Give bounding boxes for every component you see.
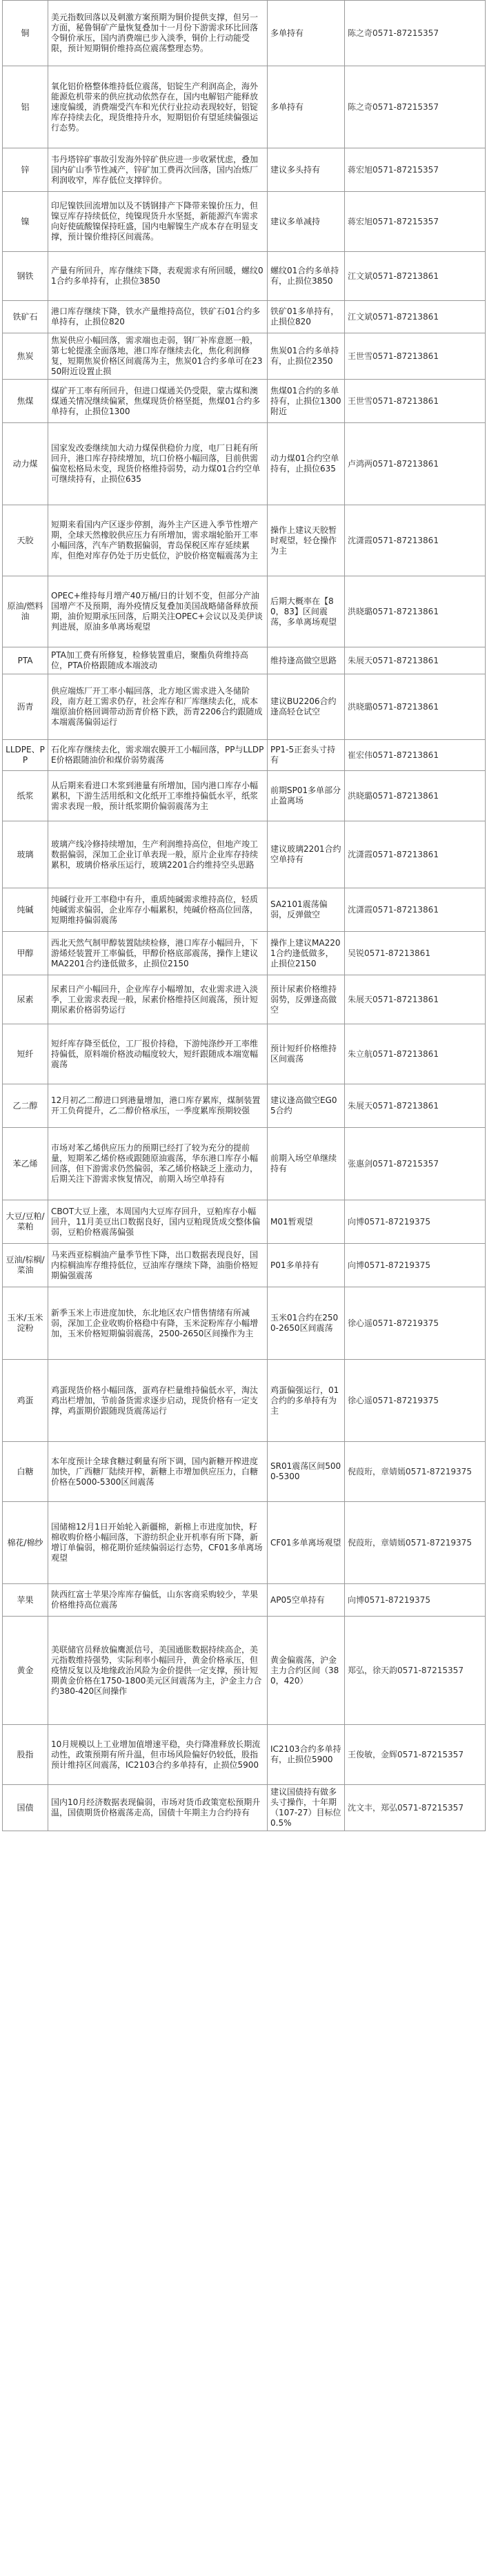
analyst-contact: 陈之奇0571-87215357 (345, 1, 486, 66)
trade-strategy: CF01多单离场观望 (268, 1502, 345, 1584)
trade-strategy: IC2103合约多单持有，止损位5900 (268, 1725, 345, 1785)
commodity-name: 焦煤 (3, 380, 48, 423)
trade-strategy: 操作上建议天胶暂时观望，轻仓操作为主 (268, 505, 345, 576)
commodity-name: 天胶 (3, 505, 48, 576)
commodity-name: 原油/燃料油 (3, 576, 48, 647)
market-commentary: 国内10月经济数据表现偏弱，市场对货币政策宽松预期升温，国债期货价格震荡走高，国债十年期主力合约持有 (48, 1785, 268, 1831)
market-commentary: 美联储官员释放偏鹰派信号，美国通胀数据持续高企，美元指数维持强势，实际利率小幅回升，黄金价格承压，但疫情反复以及地缘政治风险为金价提供一定支撑，预计短期黄金价格在1750-1800美元区间震荡为主，沪金主力合约380-420区间操作 (48, 1617, 268, 1725)
trade-strategy: 玉米01合约在2500-2650区间震荡 (268, 1287, 345, 1360)
commodity-name: 苯乙烯 (3, 1128, 48, 1200)
trade-strategy: 前期入场空单继续持有 (268, 1128, 345, 1200)
table-row-glass (3, 821, 486, 888)
table-row-meoh (3, 932, 486, 975)
analyst-contact: 王世雪0571-87213861 (345, 380, 486, 423)
analyst-contact: 沈文丰，郑弘0571-87215357 (345, 1785, 486, 1831)
analyst-contact: 倪葭珩，章婧嫣0571-87219375 (345, 1442, 486, 1502)
table-row-sf (3, 1024, 486, 1084)
analyst-contact: 洪晓璐0571-87213861 (345, 771, 486, 821)
market-commentary: 产量有所回升，库存继续下降，表观需求有所回暖，螺纹01合约多单持有，止损位3850 (48, 252, 268, 301)
market-commentary: 韦丹塔锌矿事故引发海外锌矿供应进一步收紧忧虑，叠加国内矿山季节性减产，锌矿加工费再次回落，国内冶炼厂利润收窄，库存低位支撑锌价。 (48, 148, 268, 192)
trade-strategy: SA2101震荡偏弱，反弹做空 (268, 888, 345, 932)
commodity-name: 苹果 (3, 1584, 48, 1617)
analyst-contact: 沈潇霞0571-87213861 (345, 505, 486, 576)
table-row-coke (3, 333, 486, 380)
commodity-name: 镍 (3, 192, 48, 252)
trade-strategy: 多单持有 (268, 66, 345, 148)
market-commentary: 市场对苯乙烯供应压力的预期已经打了较为充分的提前量，短期苯乙烯价格或跟随原油震荡，华东港口库存小幅回落，但下游需求仍然偏弱，苯乙烯价格缺乏上涨动力，后期关注下游需求恢复情况，前期入场空单持有 (48, 1128, 268, 1200)
commodity-name: 短纤 (3, 1024, 48, 1084)
trade-strategy: 多单持有 (268, 1, 345, 66)
table-row-lldpe (3, 740, 486, 771)
commodity-name: 铁矿石 (3, 301, 48, 333)
market-commentary: 12月初乙二醇进口到港量增加，港口库存累库，煤制装置开工负荷提升，乙二醇价格承压，一季度累库预期较强 (48, 1084, 268, 1128)
trade-strategy: 后期大概率在【80，83】区间震荡，多单离场观望 (268, 576, 345, 647)
market-commentary: 短纤库存降至低位，工厂报价持稳，下游纯涤纱开工率维持偏低，原料端价格波动幅度较大，短纤跟随成本端宽幅震荡 (48, 1024, 268, 1084)
market-commentary: OPEC+维持每月增产40万桶/日的计划不变，但部分产油国增产不及预期，海外疫情反复叠加美国战略储备释放预期，油价短期承压回落，后期关注OPEC+会议以及美伊谈判进展，原油多单离场观望 (48, 576, 268, 647)
analyst-contact: 洪晓璐0571-87213861 (345, 674, 486, 740)
trade-strategy: 黄金偏震荡，沪金主力合约区间（380，420） (268, 1617, 345, 1725)
commodity-name: 焦炭 (3, 333, 48, 380)
trade-strategy: 建议多头持有 (268, 148, 345, 192)
table-row-zn (3, 148, 486, 192)
market-commentary: 供应端炼厂开工率小幅回落，北方地区需求进入冬储阶段，南方赶工需求仍存，社会库存和厂库继续去化，成本端原油价格回调带动沥青价格下跌，沥青2206合约跟随成本端震荡偏弱运行 (48, 674, 268, 740)
trade-strategy: 预计短纤价格维持区间震荡 (268, 1024, 345, 1084)
market-commentary: 玻璃产线冷修持续增加，生产利润维持高位，但地产竣工数据偏弱，深加工企业订单表现一般，原片企业库存持续累积，玻璃价格承压运行，玻璃2201合约维持空头思路 (48, 821, 268, 888)
trade-strategy: 焦炭01合约多单持有，止损位2350 (268, 333, 345, 380)
trade-strategy: M01暂观望 (268, 1200, 345, 1244)
market-commentary: 国家发改委继续加大动力煤保供稳价力度，电厂日耗有所回升，港口库存持续增加，坑口价格小幅回落，目前供需偏宽松格局未变，现货价格维持弱势，动力煤01合约空单可继续持有，止损位635 (48, 423, 268, 505)
market-commentary: PTA加工费有所修复，检修装置重启，聚酯负荷维持高位，PTA价格跟随成本端波动 (48, 647, 268, 674)
trade-strategy: 动力煤01合约空单持有，止损位635 (268, 423, 345, 505)
analyst-contact: 江文斌0571-87213861 (345, 252, 486, 301)
table-row-soda (3, 888, 486, 932)
commodity-name: PTA (3, 647, 48, 674)
table-row-cotton (3, 1502, 486, 1584)
commodity-name: 黄金 (3, 1617, 48, 1725)
analyst-contact: 卢鸿两0571-87213861 (345, 423, 486, 505)
trade-strategy: SR01震荡区间5000-5300 (268, 1442, 345, 1502)
analyst-contact: 向博0571-87219375 (345, 1584, 486, 1617)
commodity-name: 锌 (3, 148, 48, 192)
commodity-name: 鸡蛋 (3, 1360, 48, 1442)
market-commentary: 港口库存继续下降，铁水产量维持高位，铁矿石01合约多单持有，止损位820 (48, 301, 268, 333)
commodity-name: LLDPE、PP (3, 740, 48, 771)
analyst-contact: 向博0571-87219375 (345, 1244, 486, 1287)
table-row-pta (3, 647, 486, 674)
commodity-name: 铝 (3, 66, 48, 148)
table-row-meal (3, 1244, 486, 1287)
market-commentary: 国储棉12月1日开始轮入新疆棉，新棉上市进度加快，籽棉收购价格小幅回落，下游纺织企业开机率有所下降，新增订单偏弱，棉花期价延续偏弱运行态势，CF01多单离场观望 (48, 1502, 268, 1584)
analyst-contact: 吴锐0571-87213861 (345, 932, 486, 975)
trade-strategy: 建议多单减持 (268, 192, 345, 252)
analyst-contact: 向博0571-87219375 (345, 1200, 486, 1244)
table-row-urea (3, 975, 486, 1024)
table-row-idx (3, 1725, 486, 1785)
market-commentary: 新季玉米上市进度加快，东北地区农户惜售情绪有所减弱，深加工企业收购价格稳中有降，玉米淀粉库存小幅增加，玉米价格短期偏弱震荡，2500-2650区间操作为主 (48, 1287, 268, 1360)
commodity-name: 动力煤 (3, 423, 48, 505)
table-row-eg (3, 1084, 486, 1128)
analyst-contact: 朱展天0571-87213861 (345, 1084, 486, 1128)
trade-strategy: PP1-5正套头寸持有 (268, 740, 345, 771)
market-commentary: 马来西亚棕榈油产量季节性下降，出口数据表现良好，国内棕榈油库存维持低位，豆油库存继续下降，油脂价格短期偏强震荡 (48, 1244, 268, 1287)
analyst-contact: 朱展天0571-87213861 (345, 975, 486, 1024)
analyst-contact: 倪葭珩，章婧嫣0571-87219375 (345, 1502, 486, 1584)
commodity-name: 玻璃 (3, 821, 48, 888)
table-row-rubber (3, 505, 486, 576)
market-commentary: 从后期来看进口木浆到港量有所增加，国内港口库存小幅累积，下游生活用纸和文化纸开工率维持偏低水平，纸浆需求表现一般，预计纸浆期价偏弱震荡为主 (48, 771, 268, 821)
analyst-contact: 蒋宏旭0571-87215357 (345, 192, 486, 252)
analyst-contact: 郑弘，徐天韵0571-87215357 (345, 1617, 486, 1725)
market-commentary: 煤矿开工率有所回升，但进口煤通关仍受限，蒙古煤和澳煤通关情况继续偏紧，焦煤现货价格坚挺，焦煤01合约多单持有，止损位1300 (48, 380, 268, 423)
market-commentary: 美元指数回落以及刺激方案预期为铜价提供支撑，但另一方面，秘鲁铜矿产量恢复叠加十一月份下游需求环比回落令铜价承压，国内消费端已步入淡季，铜价上行动能受限，预计短期铜价维持高位震荡整理态势。 (48, 1, 268, 66)
trade-strategy: 操作上建议MA2201合约逢低做多，止损位2150 (268, 932, 345, 975)
table-row-sty (3, 1128, 486, 1200)
strategy-table-wrapper (2, 0, 485, 1831)
commodity-name: 纯碱 (3, 888, 48, 932)
table-row-bitumen (3, 674, 486, 740)
table-row-ore (3, 301, 486, 333)
analyst-contact: 崔宏伟0571-87213861 (345, 740, 486, 771)
commodity-name: 棉花/棉纱 (3, 1502, 48, 1584)
trade-strategy: 鸡蛋偏强运行，01合约的多单持有为主 (268, 1360, 345, 1442)
analyst-contact: 王俊敏，金辉0571-87215357 (345, 1725, 486, 1785)
table-row-soy (3, 1200, 486, 1244)
table-row-oil (3, 576, 486, 647)
market-commentary: 短期来看国内产区逐步停割，海外主产区进入季节性增产期，全球天然橡胶供应压力有所增加，需求端轮胎开工率小幅回落，汽车产销数据偏弱，青岛保税区库存延续累库，但绝对库存仍处于历史低位，沪胶价格宽幅震荡为主 (48, 505, 268, 576)
trade-strategy: 建议BU2206合约逢高轻仓试空 (268, 674, 345, 740)
analyst-contact: 蒋宏旭0571-87215357 (345, 148, 486, 192)
commodity-strategy-table (2, 0, 486, 1831)
analyst-contact: 徐心遥0571-87219375 (345, 1360, 486, 1442)
commodity-name: 乙二醇 (3, 1084, 48, 1128)
trade-strategy: 建议玻璃2201合约空单持有 (268, 821, 345, 888)
market-commentary: 鸡蛋现货价格小幅回落，蛋鸡存栏量维持偏低水平，淘汰鸡出栏增加，节前备货需求逐步启动，现货价格有一定支撑，鸡蛋期价跟随现货震荡运行 (48, 1360, 268, 1442)
commodity-name: 铜 (3, 1, 48, 66)
analyst-contact: 朱立航0571-87213861 (345, 1024, 486, 1084)
trade-strategy: 建议国债持有做多头寸操作，十年期（107-27）目标位0.5% (268, 1785, 345, 1831)
trade-strategy: AP05空单持有 (268, 1584, 345, 1617)
analyst-contact: 朱展天0571-87213861 (345, 647, 486, 674)
commodity-name: 白糖 (3, 1442, 48, 1502)
commodity-name: 沥青 (3, 674, 48, 740)
analyst-contact: 王世雪0571-87213861 (345, 333, 486, 380)
market-commentary: 尿素日产小幅回升，企业库存小幅增加，农业需求进入淡季，工业需求表现一般，尿素价格维持区间震荡，预计短期尿素价格弱势运行 (48, 975, 268, 1024)
table-row-paper (3, 771, 486, 821)
trade-strategy: 前期SP01多单部分止盈离场 (268, 771, 345, 821)
market-commentary: 西北天然气制甲醇装置陆续检修，港口库存小幅回升，下游烯烃装置开工率偏低，甲醇价格底部震荡，操作上建议MA2201合约逢低做多，止损位2150 (48, 932, 268, 975)
commodity-name: 钢铁 (3, 252, 48, 301)
analyst-contact: 洪晓璐0571-87213861 (345, 576, 486, 647)
table-row-apple (3, 1584, 486, 1617)
market-commentary: 焦炭供应小幅回落，需求端也走弱，钢厂补库意愿一般，第七轮提涨全面落地，港口库存继续去化，焦化利润修复，短期焦炭价格区间震荡为主，焦炭01合约多单可在2350附近设置止损 (48, 333, 268, 380)
commodity-name: 股指 (3, 1725, 48, 1785)
table-row-cu (3, 1, 486, 66)
analyst-contact: 陈之奇0571-87215357 (345, 66, 486, 148)
analyst-contact: 江文斌0571-87213861 (345, 301, 486, 333)
analyst-contact: 徐心遥0571-87219375 (345, 1287, 486, 1360)
market-commentary: 本年度预计全球食糖过剩量有所下调，国内新糖开榨进度加快，广西糖厂陆续开榨，新糖上市增加供应压力，白糖价格在5000-5300区间震荡 (48, 1442, 268, 1502)
market-commentary: 印尼镍铁回流增加以及不锈钢排产下降带来镍价压力，但镍豆库存持续低位，纯镍现货升水坚挺，新能源汽车需求向好使硫酸镍保持旺盛，国内电解镍生产成本存在明显支撑，预计镍价维持区间震荡。 (48, 192, 268, 252)
analyst-contact: 张惠剑0571-87215357 (345, 1128, 486, 1200)
table-row-coking (3, 380, 486, 423)
table-row-steel (3, 252, 486, 301)
market-commentary: 氧化铝价格整体维持低位震荡，铝锭生产利润高企，海外能源危机带来的供应扰动依然存在，国内电解铝产能释放速度偏缓，消费端受汽车和光伏行业拉动表现较好，铝锭库存持续去化，现货维持升水，短期铝价有望延续偏强运行态势。 (48, 66, 268, 148)
analyst-contact: 沈潇霞0571-87213861 (345, 821, 486, 888)
trade-strategy: 螺纹01合约多单持有，止损位3850 (268, 252, 345, 301)
market-commentary: 纯碱行业开工率稳中有升，重质纯碱需求维持高位，轻质纯碱需求偏弱，企业库存小幅累积，纯碱价格高位回落，短期维持偏弱震荡 (48, 888, 268, 932)
market-commentary: 陕西红富士苹果冷库库存偏低，山东客商采购较少，苹果价格维持高位震荡 (48, 1584, 268, 1617)
strategy-table-body (3, 1, 486, 1831)
commodity-name: 大豆/豆粕/菜粕 (3, 1200, 48, 1244)
trade-strategy: 铁矿01多单持有，止损位820 (268, 301, 345, 333)
commodity-name: 豆油/棕榈/菜油 (3, 1244, 48, 1287)
table-row-sugar (3, 1442, 486, 1502)
market-commentary: 石化库存继续去化，需求端农膜开工小幅回落，PP与LLDPE价格跟随油价和煤价弱势震荡 (48, 740, 268, 771)
analyst-contact: 沈潇霞0571-87213861 (345, 888, 486, 932)
trade-strategy: 维持逢高做空思路 (268, 647, 345, 674)
commodity-name: 玉米/玉米淀粉 (3, 1287, 48, 1360)
table-row-au (3, 1617, 486, 1725)
commodity-name: 尿素 (3, 975, 48, 1024)
market-commentary: 10月规模以上工业增加值增速平稳，央行降准释放长期流动性，政策预期有所升温，但市场风险偏好仍较低，股指预计维持区间震荡，IC2103合约多单持有，止损位5900 (48, 1725, 268, 1785)
table-row-bond (3, 1785, 486, 1831)
market-commentary: CBOT大豆上涨，本周国内大豆库存回升，豆粕库存小幅回升，11月美豆出口数据良好，国内豆粕现货成交整体偏弱，豆粕价格震荡偏强 (48, 1200, 268, 1244)
commodity-name: 甲醇 (3, 932, 48, 975)
trade-strategy: P01多单持有 (268, 1244, 345, 1287)
commodity-name: 纸浆 (3, 771, 48, 821)
table-row-thermal (3, 423, 486, 505)
table-row-corn (3, 1287, 486, 1360)
trade-strategy: 焦煤01合约的多单持有，止损位1300附近 (268, 380, 345, 423)
table-row-egg (3, 1360, 486, 1442)
trade-strategy: 建议逢高做空EG05合约 (268, 1084, 345, 1128)
table-row-ni (3, 192, 486, 252)
table-row-al (3, 66, 486, 148)
commodity-name: 国债 (3, 1785, 48, 1831)
trade-strategy: 预计尿素价格维持弱势，反弹逢高做空 (268, 975, 345, 1024)
